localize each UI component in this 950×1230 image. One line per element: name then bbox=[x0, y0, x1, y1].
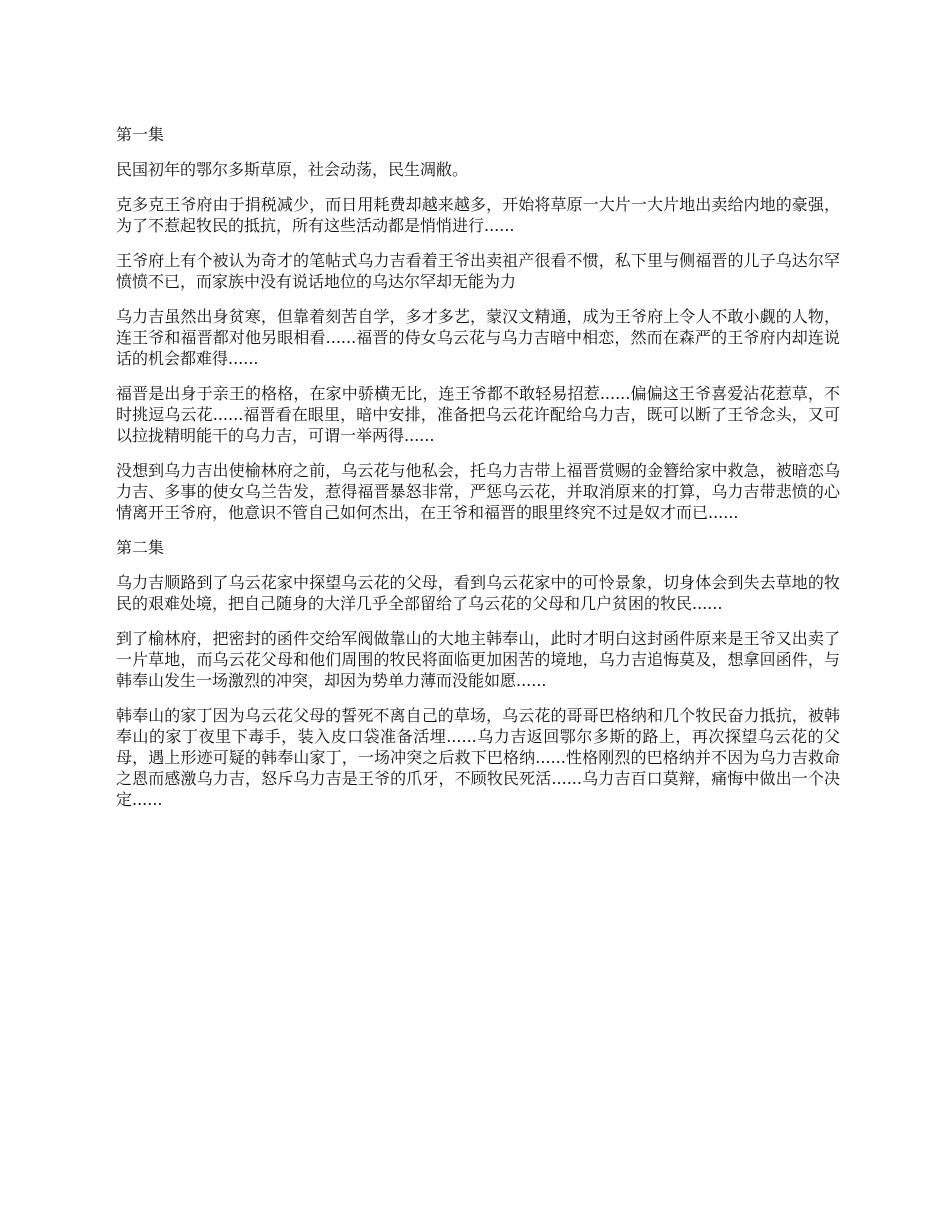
paragraph-9: 韩奉山的家丁因为乌云花父母的誓死不离自己的草场，乌云花的哥哥巴格纳和几个牧民奋力抵抗，被韩奉山的家丁夜里下毒手，装入皮口袋准备活埋......乌力吉返回鄂尔多斯的路上，再次探望乌云花的父母，遇上形迹可疑的韩奉山家丁，一场冲突之后救下巴格纳......性格刚烈的巴格纳并不因为乌力吉救命之恩而感激乌力吉，怒斥乌力吉是王爷的爪牙，不顾牧民死活......乌力吉百口莫辩，痛悔中做出一个决定...... bbox=[116, 706, 840, 809]
document-page bbox=[116, 124, 840, 824]
paragraph-5: 福晋是出身于亲王的格格，在家中骄横无比，连王爷都不敢轻易招惹......偏偏这王爷喜爱沾花惹草，不时挑逗乌云花......福晋看在眼里，暗中安排，准备把乌云花许配给乌力吉，既可以断了王爷念头，又可以拉拢精明能干的乌力吉，可谓一举两得...... bbox=[116, 384, 840, 445]
paragraph-6: 没想到乌力吉出使榆林府之前，乌云花与他私会，托乌力吉带上福晋赏赐的金簪给家中救急，被暗恋乌力吉、多事的使女乌兰告发，惹得福晋暴怒非常，严惩乌云花，并取消原来的打算，乌力吉带悲愤的心情离开王爷府，他意识不管自己如何杰出，在王爷和福晋的眼里终究不过是奴才而已...... bbox=[116, 461, 840, 522]
paragraph-7: 乌力吉顺路到了乌云花家中探望乌云花的父母，看到乌云花家中的可怜景象，切身体会到失去草地的牧民的艰难处境，把自己随身的大洋几乎全部留给了乌云花的父母和几户贫困的牧民...... bbox=[116, 573, 840, 613]
paragraph-4: 乌力吉虽然出身贫寒，但靠着刻苦自学，多才多艺，蒙汉文精通，成为王爷府上令人不敢小觑的人物，连王爷和福晋都对他另眼相看......福晋的侍女乌云花与乌力吉暗中相恋，然而在森严的王爷府内却连说话的机会都难得...... bbox=[116, 307, 840, 368]
episode-heading-1: 第一集 bbox=[116, 125, 165, 144]
episode-heading-2: 第二集 bbox=[116, 538, 165, 557]
paragraph-3: 王爷府上有个被认为奇才的笔帖式乌力吉看着王爷出卖祖产很看不惯，私下里与侧福晋的儿子乌达尔罕愤愤不已，而家族中没有说话地位的乌达尔罕却无能为力 bbox=[116, 251, 840, 291]
paragraph-2: 克多克王爷府由于捐税减少，而日用耗费却越来越多，开始将草原一大片一大片地出卖给内地的豪强，为了不惹起牧民的抵抗，所有这些活动都是悄悄进行...... bbox=[116, 195, 840, 235]
paragraph-1: 民国初年的鄂尔多斯草原，社会动荡，民生凋敝。 bbox=[116, 160, 469, 179]
paragraph-8: 到了榆林府，把密封的函件交给军阀做靠山的大地主韩奉山，此时才明白这封函件原来是王爷又出卖了一片草地，而乌云花父母和他们周围的牧民将面临更加困苦的境地，乌力吉追悔莫及，想拿回函件，与韩奉山发生一场激烈的冲突，却因为势单力薄而没能如愿...... bbox=[116, 629, 840, 690]
